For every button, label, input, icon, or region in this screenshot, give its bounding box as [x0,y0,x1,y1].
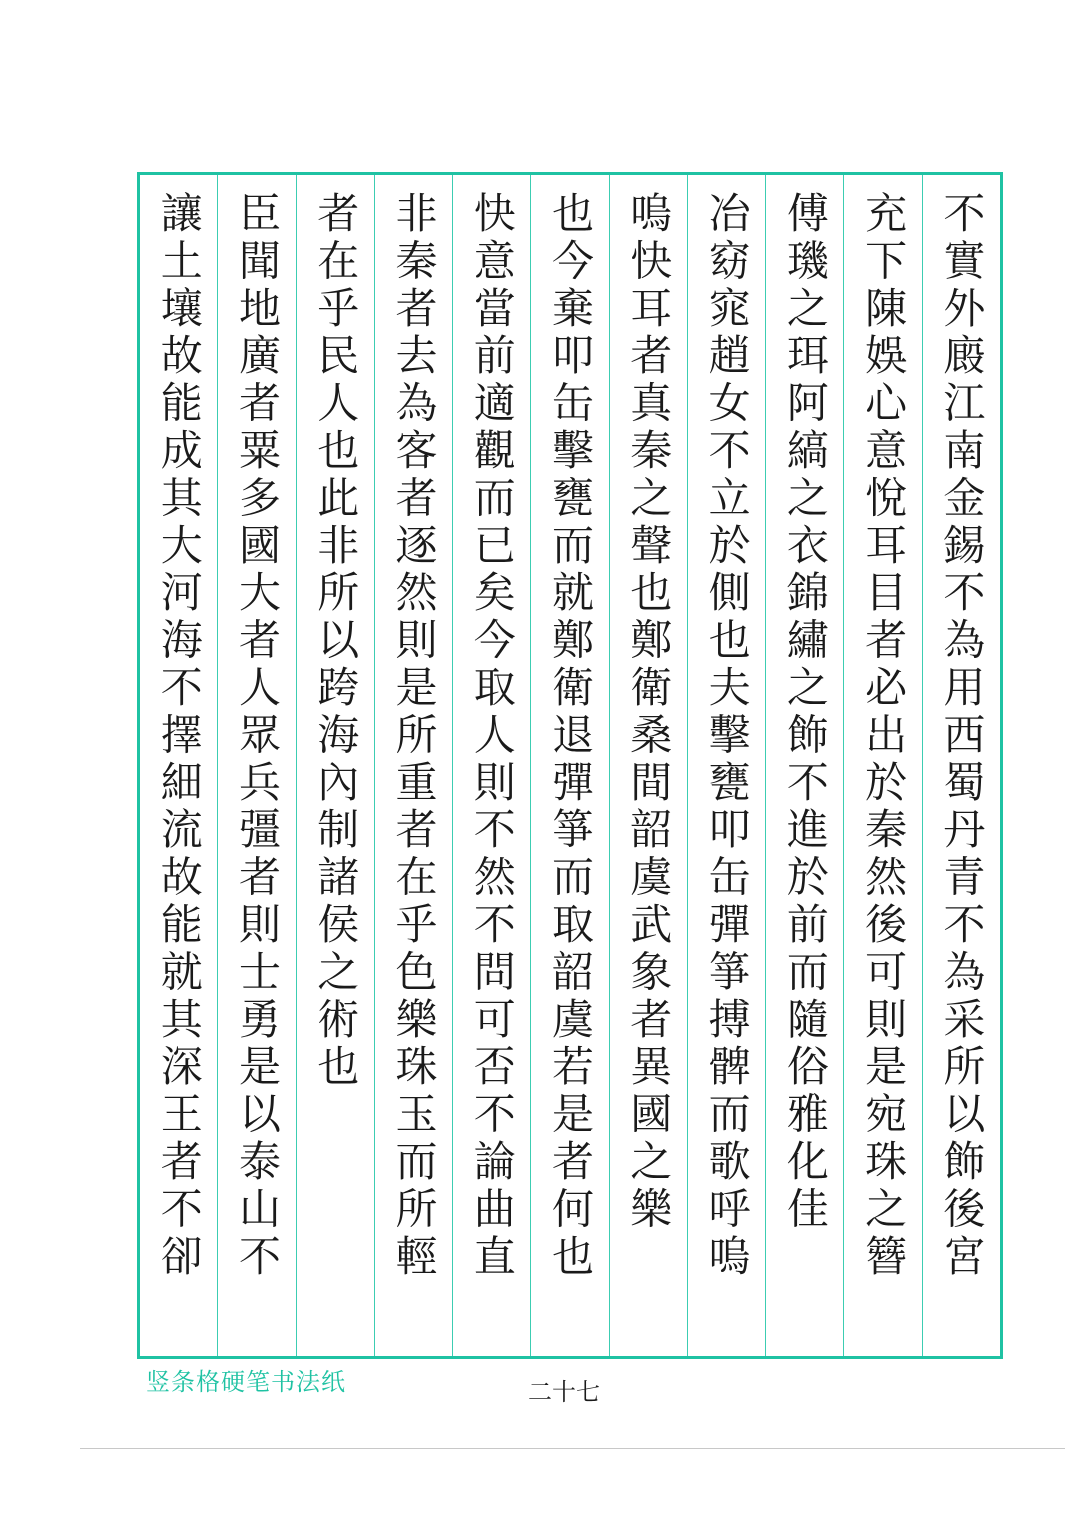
column-text: 不實外廄江南金錫不為用西蜀丹青不為采所以飾後宮 [937,191,987,1282]
column-text: 冶窈窕趙女不立於側也夫擊甕叩缶彈箏搏髀而歌呼嗚 [702,191,752,1282]
column-text: 者在乎民人也此非所以跨海內制諸侯之術也 [311,191,361,1092]
grid-column [296,175,374,1356]
grid-column [374,175,452,1356]
page-bottom-rule [80,1448,1065,1449]
vertical-grid-paper [137,172,1003,1359]
column-text: 臣聞地廣者粟多國大者人眾兵彊者則士勇是以泰山不 [232,191,282,1282]
column-text: 也今棄叩缶擊甕而就鄭衛退彈箏而取韶虞若是者何也 [546,191,596,1282]
grid-column [609,175,687,1356]
paper-type-label: 竖条格硬笔书法纸 [146,1368,346,1396]
grid-column [765,175,843,1356]
grid-column [140,175,217,1356]
column-text: 傅璣之珥阿縞之衣錦繡之飾不進於前而隨俗雅化佳 [780,191,830,1234]
page-number: 二十七 [528,1378,600,1406]
column-text: 充下陳娛心意悅耳目者必出於秦然後可則是宛珠之簪 [859,191,909,1282]
grid-column [922,175,1000,1356]
grid-column [843,175,921,1356]
column-text: 快意當前適觀而已矣今取人則不然不問可否不論曲直 [467,191,517,1282]
grid-column [530,175,608,1356]
column-text: 讓土壤故能成其大河海不擇細流故能就其深王者不卻 [154,191,204,1282]
grid-column [452,175,530,1356]
column-text: 非秦者去為客者逐然則是所重者在乎色樂珠玉而所輕 [389,191,439,1282]
column-text: 嗚快耳者真秦之聲也鄭衛桑間韶虞武象者異國之樂 [624,191,674,1234]
grid-column [687,175,765,1356]
grid-column [217,175,295,1356]
